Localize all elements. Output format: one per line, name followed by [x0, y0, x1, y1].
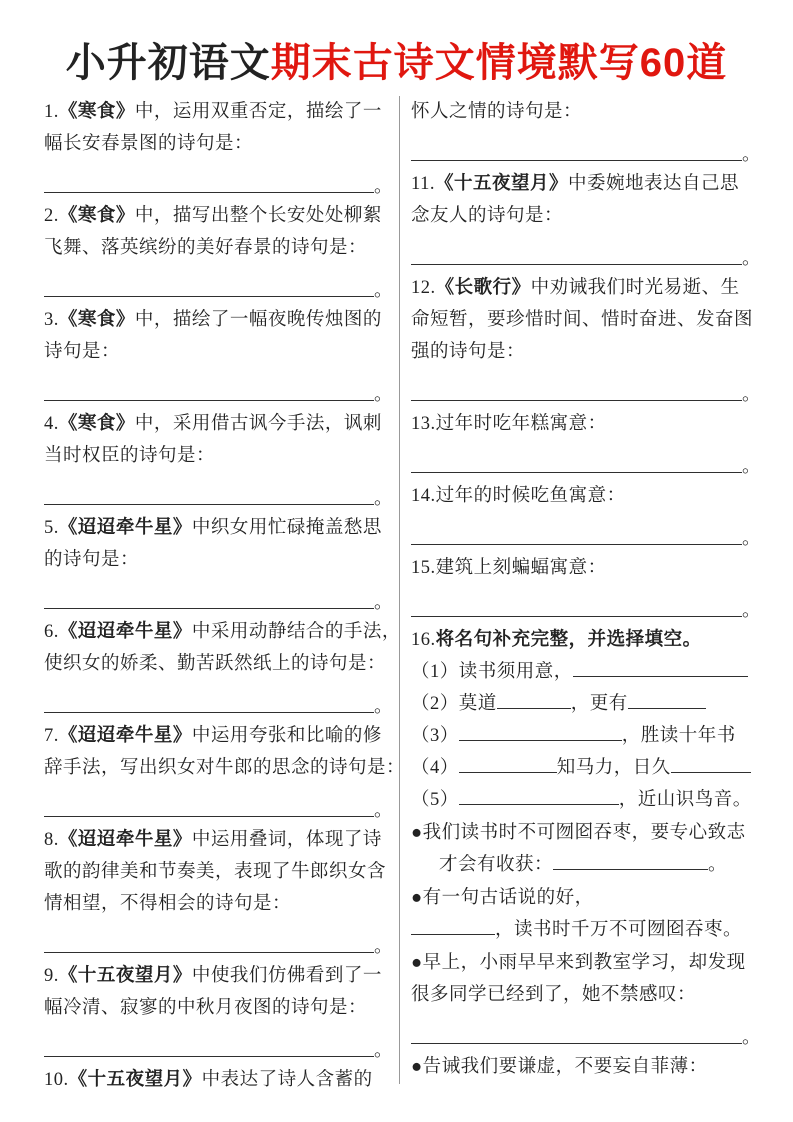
text-segment: 。	[373, 1041, 393, 1061]
text-segment: 《寒食》	[58, 310, 135, 330]
text-line	[411, 817, 761, 849]
text-segment: 《十五夜望月》	[68, 1070, 202, 1090]
text-segment: 知马力，日久	[556, 758, 671, 778]
text-segment: 。	[741, 145, 761, 165]
text-segment: 中，描绘了一幅夜晚传烛图的	[134, 310, 382, 330]
text-segment: 念友人的诗句是：	[411, 206, 564, 226]
text-segment: 中，采用借古讽今手法，讽刺	[134, 414, 382, 434]
text-line	[44, 440, 393, 472]
text-line	[44, 1064, 393, 1096]
answer-blank	[411, 264, 742, 265]
text-segment: 中采用动静结合的手法，	[191, 622, 401, 642]
answer-blank	[671, 770, 751, 773]
text-segment: 中运用叠词，体现了诗	[191, 830, 382, 850]
question-10-continuation	[411, 96, 761, 167]
text-segment: 10.	[44, 1070, 69, 1090]
blank-line	[411, 237, 761, 271]
text-line	[411, 168, 761, 200]
answer-blank	[411, 616, 742, 617]
answer-blank	[44, 1056, 374, 1057]
text-segment: 。	[741, 457, 761, 477]
text-segment: 3.	[44, 310, 59, 330]
text-segment: （2）莫道	[411, 694, 497, 714]
question-15	[411, 552, 761, 623]
question-7	[44, 720, 406, 823]
text-segment: 9.	[44, 966, 59, 986]
question-2	[44, 200, 393, 303]
text-segment: 1.	[44, 102, 59, 122]
answer-blank	[44, 296, 374, 297]
answer-blank	[44, 192, 374, 193]
text-segment: 。	[373, 593, 393, 613]
text-segment: 。	[741, 529, 761, 549]
question-10	[44, 1064, 393, 1096]
blank-line	[44, 789, 393, 823]
answer-blank	[411, 400, 742, 401]
text-line	[44, 720, 393, 752]
text-line	[411, 752, 761, 784]
blank-line	[411, 445, 761, 479]
text-line	[44, 824, 393, 856]
text-segment: 。	[741, 385, 761, 405]
text-segment: 。	[373, 801, 393, 821]
blank-line	[44, 685, 393, 719]
text-segment: （3）	[411, 726, 459, 746]
answer-blank	[553, 867, 708, 870]
text-segment: 2.	[44, 206, 59, 226]
text-segment: 很多同学已经到了，她不禁感叹：	[411, 985, 697, 1005]
text-segment: ，更有	[570, 694, 628, 714]
text-segment: 6.	[44, 622, 59, 642]
text-segment: 才会有收获：	[439, 855, 554, 875]
blank-line	[411, 589, 761, 623]
question-8	[44, 824, 393, 959]
text-line	[411, 882, 761, 914]
blank-line	[44, 1029, 393, 1063]
text-segment: 的诗句是：	[44, 550, 140, 570]
left-column	[44, 96, 406, 1097]
bullet-note-1	[411, 817, 761, 881]
text-segment: 中织女用忙碌掩盖愁思	[191, 518, 382, 538]
right-column	[399, 96, 761, 1084]
answer-blank	[628, 706, 706, 709]
text-line	[411, 947, 761, 979]
text-segment: 。	[373, 177, 393, 197]
text-segment: ，胜读十年书	[621, 726, 736, 746]
text-segment: 《十五夜望月》	[434, 174, 568, 194]
question-6	[44, 616, 401, 719]
text-line	[411, 272, 761, 304]
text-line	[44, 336, 393, 368]
text-segment: 当时权臣的诗句是：	[44, 446, 216, 466]
text-segment: 5.	[44, 518, 59, 538]
question-13	[411, 408, 761, 479]
answer-blank	[459, 802, 619, 805]
text-segment: 。	[373, 697, 393, 717]
question-5	[44, 512, 393, 615]
text-line	[411, 304, 761, 336]
question-16	[411, 624, 761, 816]
text-segment: 怀人之情的诗句是：	[411, 102, 583, 122]
text-line	[411, 720, 761, 752]
text-segment: 12.	[411, 278, 436, 298]
text-segment: 15.建筑上刻蝙蝠寓意：	[411, 558, 607, 578]
blank-line	[44, 269, 393, 303]
text-segment: 。	[741, 1028, 761, 1048]
blank-line	[44, 477, 393, 511]
blank-line	[44, 581, 393, 615]
text-line	[44, 544, 393, 576]
page-title-prefix: 小升初语文	[65, 41, 271, 85]
text-segment: 命短暂，要珍惜时间、惜时奋进、发奋图	[411, 310, 754, 330]
text-segment: 《寒食》	[58, 206, 135, 226]
two-column-body	[0, 88, 793, 1097]
text-line	[411, 200, 761, 232]
question-4	[44, 408, 393, 511]
text-segment: 8.	[44, 830, 59, 850]
text-line	[411, 480, 761, 512]
answer-blank	[44, 816, 374, 817]
text-segment: 《长歌行》	[435, 278, 531, 298]
text-line	[44, 408, 393, 440]
text-line	[411, 914, 761, 946]
text-line	[411, 979, 761, 1011]
text-line	[44, 960, 393, 992]
text-segment: 强的诗句是：	[411, 342, 526, 362]
text-segment: 《迢迢牵牛星》	[58, 726, 192, 746]
question-14	[411, 480, 761, 551]
text-segment: （1）读书须用意，	[411, 662, 573, 682]
text-line	[44, 888, 393, 920]
text-segment: 。	[708, 855, 728, 875]
question-11	[411, 168, 761, 271]
text-segment: 将名句补充完整，并选择填空。	[435, 630, 702, 650]
text-line	[44, 512, 393, 544]
text-line	[411, 552, 761, 584]
bullet-note-2	[411, 882, 761, 946]
text-segment: 《寒食》	[58, 414, 135, 434]
text-segment: 16.	[411, 630, 436, 650]
question-3	[44, 304, 393, 407]
answer-blank	[459, 738, 622, 741]
text-segment: （4）	[411, 758, 459, 778]
text-segment: 中使我们仿佛看到了一	[191, 966, 382, 986]
answer-blank	[44, 504, 374, 505]
text-segment: 《寒食》	[58, 102, 135, 122]
text-segment: 歌的韵律美和节奏美，表现了牛郎织女含	[44, 862, 387, 882]
answer-blank	[411, 544, 742, 545]
blank-line	[44, 373, 393, 407]
bullet-note-4	[411, 1051, 761, 1083]
text-line	[44, 232, 393, 264]
text-segment: 中，运用双重否定，描绘了一	[134, 102, 382, 122]
text-line	[411, 688, 761, 720]
text-line	[44, 648, 393, 680]
text-line	[411, 96, 761, 128]
text-segment: 诗句是：	[44, 342, 121, 362]
answer-blank	[459, 770, 557, 773]
text-segment: 《迢迢牵牛星》	[58, 518, 192, 538]
answer-blank	[411, 1043, 742, 1044]
answer-blank	[44, 952, 374, 953]
answer-blank	[573, 674, 748, 677]
text-segment: ●有一句古话说的好，	[411, 888, 594, 908]
text-segment: 中劝诫我们时光易逝、生	[530, 278, 740, 298]
text-segment: 。	[373, 489, 393, 509]
text-segment: 7.	[44, 726, 59, 746]
text-segment: 中委婉地表达自己思	[567, 174, 739, 194]
text-line	[411, 336, 761, 368]
question-9	[44, 960, 393, 1063]
text-segment: 。	[741, 249, 761, 269]
text-line	[44, 616, 401, 648]
bullet-note-3	[411, 947, 761, 1050]
text-segment: 。	[741, 601, 761, 621]
question-1	[44, 96, 393, 199]
text-segment: 中，描写出整个长安处处柳絮	[134, 206, 382, 226]
text-line	[44, 200, 393, 232]
answer-blank	[411, 932, 495, 935]
text-segment: 辞手法，写出织女对牛郎的思念的诗句是：	[44, 758, 406, 778]
text-segment: 幅冷清、寂寥的中秋月夜图的诗句是：	[44, 998, 368, 1018]
text-segment: 中运用夸张和比喻的修	[191, 726, 382, 746]
text-line	[44, 992, 393, 1024]
text-segment: 《迢迢牵牛星》	[58, 622, 192, 642]
text-line	[44, 752, 406, 784]
text-segment: 《迢迢牵牛星》	[58, 830, 192, 850]
question-12	[411, 272, 761, 407]
text-segment: 情相望，不得相会的诗句是：	[44, 894, 292, 914]
text-line	[411, 1051, 761, 1083]
text-segment: ，读书时千万不可囫囵吞枣。	[495, 920, 743, 940]
text-line	[44, 96, 393, 128]
text-segment: 《十五夜望月》	[58, 966, 192, 986]
text-segment: 使织女的娇柔、勤苦跃然纸上的诗句是：	[44, 654, 387, 674]
text-segment: 中表达了诗人含蓄的	[201, 1070, 373, 1090]
answer-blank	[44, 608, 374, 609]
blank-line	[411, 373, 761, 407]
text-segment: ●早上，小雨早早来到教室学习，却发现	[411, 953, 746, 973]
answer-blank	[411, 160, 742, 161]
text-segment: ，近山识鸟音。	[618, 790, 752, 810]
text-line	[411, 624, 761, 656]
text-segment: ●告诫我们要谦虚，不要妄自菲薄：	[411, 1057, 708, 1077]
blank-line	[411, 1016, 761, 1050]
text-segment: 4.	[44, 414, 59, 434]
text-segment: 飞舞、落英缤纷的美好春景的诗句是：	[44, 238, 368, 258]
text-segment: 。	[373, 937, 393, 957]
text-segment: 。	[373, 281, 393, 301]
answer-blank	[44, 400, 374, 401]
text-line	[411, 784, 761, 816]
text-line	[411, 408, 761, 440]
answer-blank	[44, 712, 374, 713]
text-line	[411, 849, 761, 881]
answer-blank	[497, 706, 571, 709]
text-line	[44, 304, 393, 336]
text-segment: 幅长安春景图的诗句是：	[44, 134, 254, 154]
blank-line	[44, 165, 393, 199]
blank-line	[44, 925, 393, 959]
page-title	[0, 0, 793, 88]
answer-blank	[411, 472, 742, 473]
text-segment: ●我们读书时不可囫囵吞枣，要专心致志	[411, 823, 746, 843]
text-segment: 11.	[411, 174, 435, 194]
blank-line	[411, 133, 761, 167]
text-line	[44, 128, 393, 160]
text-segment: 14.过年的时候吃鱼寓意：	[411, 486, 626, 506]
text-line	[44, 856, 393, 888]
blank-line	[411, 517, 761, 551]
page-title-highlight: 期末古诗文情境默写60道	[270, 41, 728, 85]
text-segment: （5）	[411, 790, 459, 810]
text-segment: 。	[373, 385, 393, 405]
text-line	[411, 656, 761, 688]
text-segment: 13.过年时吃年糕寓意：	[411, 414, 607, 434]
